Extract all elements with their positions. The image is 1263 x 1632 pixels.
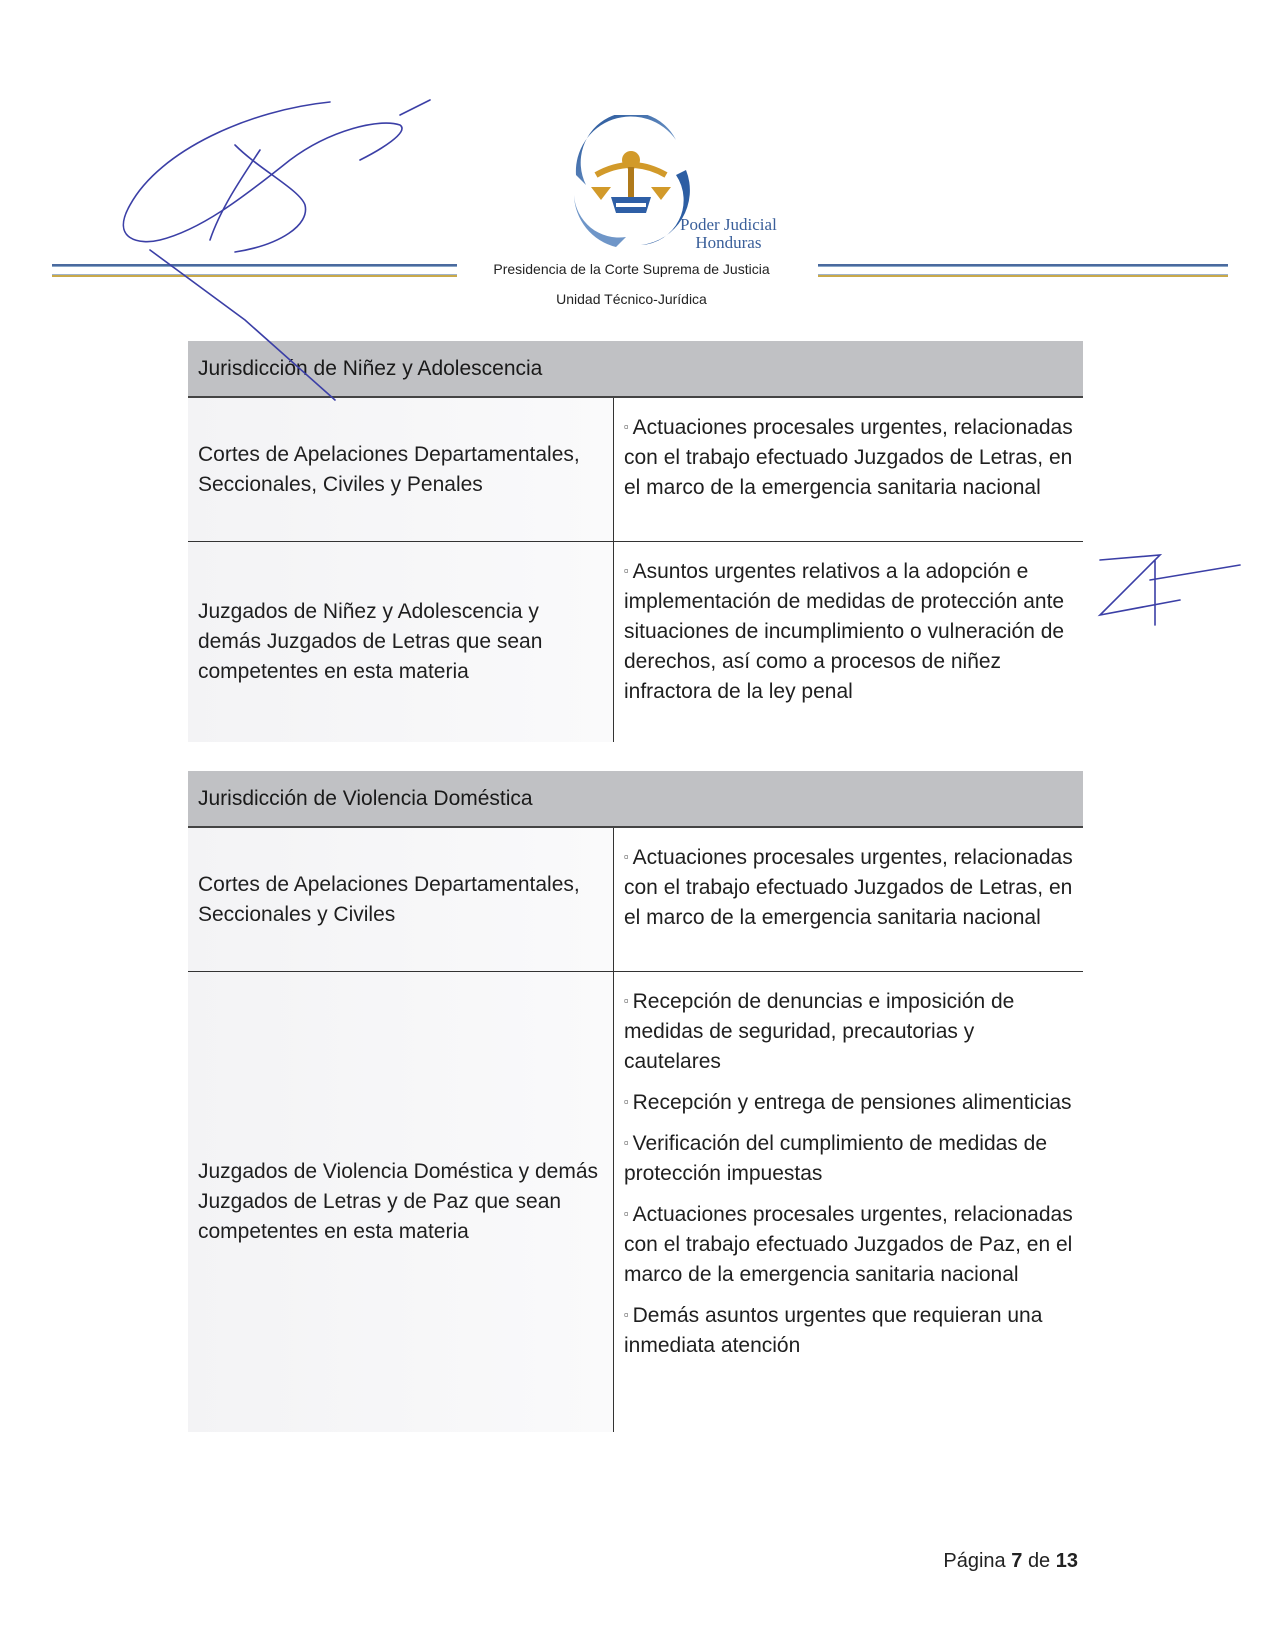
bullet-icon: ▫ (624, 1307, 629, 1322)
table-violencia-domestica (188, 771, 1083, 1432)
table-ninez-adolescencia (188, 341, 1083, 742)
action-item: ▫ Verificación del cumplimiento de medidas de protección impuestas (624, 1132, 1048, 1185)
action-item: ▫ Actuaciones procesales urgentes, relacionadas con el trabajo efectuado Juzgados de Paz, en el marco de la emergencia sanitaria nacional (624, 1203, 1073, 1286)
table-row (188, 398, 1083, 541)
bullet-icon: ▫ (624, 1094, 629, 1109)
logo-text-line2: Honduras (695, 233, 762, 252)
action-item: ▫ Recepción y entrega de pensiones alimenticias (624, 1091, 1072, 1114)
bullet-icon: ▫ (624, 419, 629, 434)
signature-main (123, 102, 402, 242)
section-title: Jurisdicción de Niñez y Adolescencia (188, 341, 1083, 398)
bullet-icon: ▫ (624, 849, 629, 864)
table-row (188, 541, 1083, 742)
logo-text (680, 216, 777, 252)
action-item: ▫ Asuntos urgentes relativos a la adopción e implementación de medidas de protección ante situaciones de incumplimiento o vulneración de derechos, así como a procesos de niñez infractora de la ley penal (624, 560, 1065, 703)
unidad-heading: Unidad Técnico-Jurídica (556, 291, 707, 307)
court-cell: Juzgados de Violencia Doméstica y demás Juzgados de Letras y de Paz que sean competentes en esta materia (188, 972, 613, 1432)
bullet-icon: ▫ (624, 563, 629, 578)
page-label: Página (943, 1550, 1006, 1572)
table-row (188, 828, 1083, 971)
signature-loop (235, 145, 306, 252)
actions-cell (613, 972, 1083, 1432)
actions-cell (613, 828, 1083, 971)
actions-cell (613, 542, 1083, 742)
court-cell: Cortes de Apelaciones Departamentales, Seccionales y Civiles (188, 828, 613, 971)
action-item: ▫ Demás asuntos urgentes que requieran una inmediata atención (624, 1304, 1043, 1357)
page-current: 7 (1011, 1550, 1023, 1572)
presidencia-heading: Presidencia de la Corte Suprema de Justicia (493, 261, 770, 277)
signature-cross (210, 150, 260, 240)
section-title: Jurisdicción de Violencia Doméstica (188, 771, 1083, 828)
initials-mark (1100, 555, 1240, 625)
actions-cell (613, 398, 1083, 541)
bullet-icon: ▫ (624, 1135, 629, 1150)
action-item: ▫ Recepción de denuncias e imposición de medidas de seguridad, precautorias y cautelares (624, 990, 1015, 1073)
page-of: de (1027, 1550, 1051, 1572)
action-item: ▫ Actuaciones procesales urgentes, relacionadas con el trabajo efectuado Juzgados de Letras, en el marco de la emergencia sanitaria nacional (624, 846, 1073, 929)
page-number (943, 1550, 1078, 1573)
action-item: ▫ Actuaciones procesales urgentes, relacionadas con el trabajo efectuado Juzgados de Letras, en el marco de la emergencia sanitaria nacional (624, 416, 1073, 499)
court-cell: Juzgados de Niñez y Adolescencia y demás Juzgados de Letras que sean competentes en esta materia (188, 542, 613, 742)
table-row (188, 971, 1083, 1432)
page-total: 13 (1055, 1550, 1078, 1572)
bullet-icon: ▫ (624, 993, 629, 1008)
logo-text-line1: Poder Judicial (680, 215, 777, 234)
bullet-icon: ▫ (624, 1206, 629, 1221)
signature-dash (400, 100, 430, 115)
court-cell: Cortes de Apelaciones Departamentales, Seccionales, Civiles y Penales (188, 398, 613, 541)
